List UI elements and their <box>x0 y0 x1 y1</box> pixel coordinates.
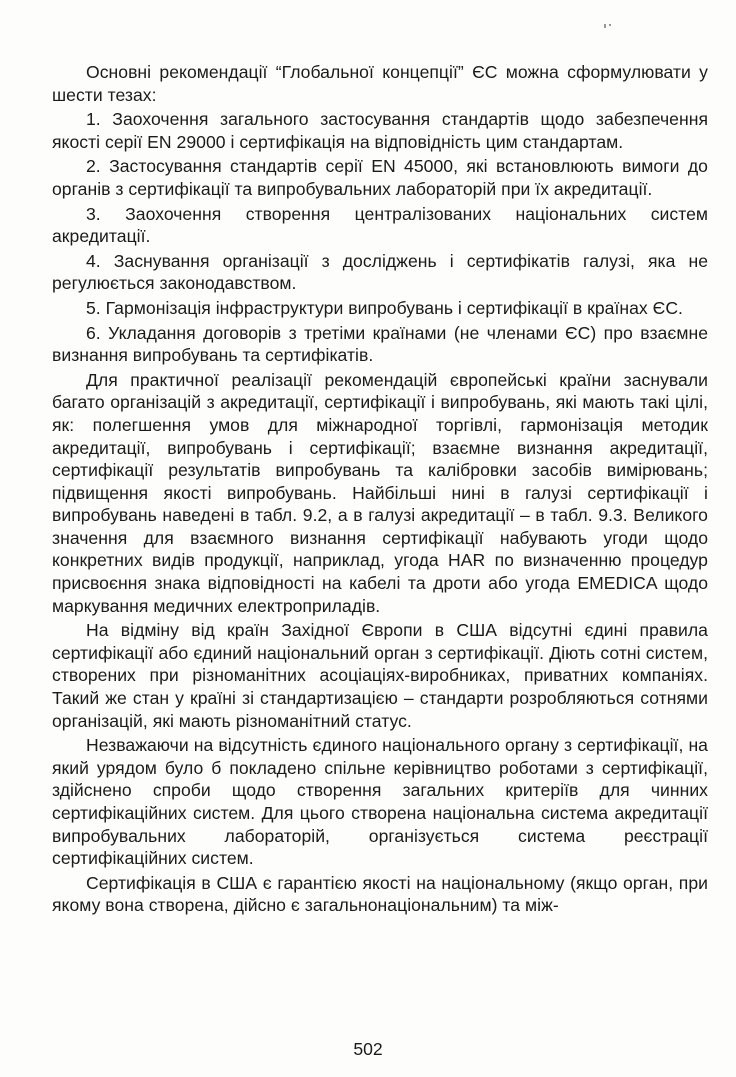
paragraph-usa-certification: На відміну від країн Західної Європи в США відсутні єдині правила сертифікації або єдиний національний орган з сертифікації. Діють сотні систем, створених при різноманітних асоціаціях-виробниках, приватних компаніях. Такий же стан у країні зі стандартизацією – стандарти розробляються сотнями організацій, які мають різноманітний статус. <box>52 620 708 731</box>
paragraph-thesis-6: 6. Укладання договорів з третіми країнами (не членами ЄС) про взаємне визнання випробувань та сертифікатів. <box>52 322 708 366</box>
paragraph-national-accreditation: Незважаючи на відсутність єдиного національного органу з сертифікації, на який урядом було б покладено спільне керівництво роботами з сертифікації, здійснено спроби щодо створення загальних критеріїв для чинних сертифікаційних систем. Для цього створена національна система акредитації випробувальних лабораторій, організується система реєстрації сертифікаційних систем. <box>52 735 708 869</box>
paragraph-thesis-4: 4. Заснування організації з досліджень і сертифікатів галузі, яка не регулюється законодавством. <box>52 250 708 294</box>
paragraph-european-organizations: Для практичної реалізації рекомендацій європейські країни заснували багато організацій з акредитації, сертифікації і випробувань, які мають такі цілі, як: полегшення умов для міжнародної торгівлі, гармонізація методик акредитації, випробувань і сертифікації; взаємне визнання акредитації, сертифікації результатів випробувань та калібровки засобів вимірювань; підвищення якості випробувань. Найбільші нині в галузі сертифікації і випробувань наведені в табл. 9.2, а в галузі акредитації – в табл. 9.3. Великого значення для взаємного визнання сертифікації набувають угоди щодо конкретних видів продукції, наприклад, угода HAR по визначенню процедур присвоєння знака відповідності на кабелі та дроти або угода EMEDICA щодо маркування медичних електроприладів. <box>52 369 708 616</box>
body-text <box>52 61 708 919</box>
scan-artifact <box>604 24 618 27</box>
paragraph-thesis-3: 3. Заохочення створення централізованих національних систем акредитації. <box>52 203 708 247</box>
paragraph-thesis-2: 2. Застосування стандартів серії EN 45000, які встановлюють вимоги до органів з сертифікації та випробувальних лабораторій при їх акредитації. <box>52 156 708 199</box>
paragraph-thesis-1: 1. Заохочення загального застосування стандартів щодо забезпечення якості серії EN 29000 і сертифікація на відповідність цим стандартам. <box>52 109 708 152</box>
page-number: 502 <box>353 1039 383 1059</box>
paragraph-thesis-5: 5. Гармонізація інфраструктури випробувань і сертифікації в країнах ЄС. <box>86 297 683 318</box>
paragraph-usa-quality-guarantee: Сертифікація в США є гарантією якості на національному (якщо орган, при якому вона створена, дійсно є загальнонаціональним) та між- <box>52 872 708 916</box>
paragraph-intro: Основні рекомендації “Глобальної концепції” ЄС можна сформулювати у шести тезах: <box>52 62 708 105</box>
